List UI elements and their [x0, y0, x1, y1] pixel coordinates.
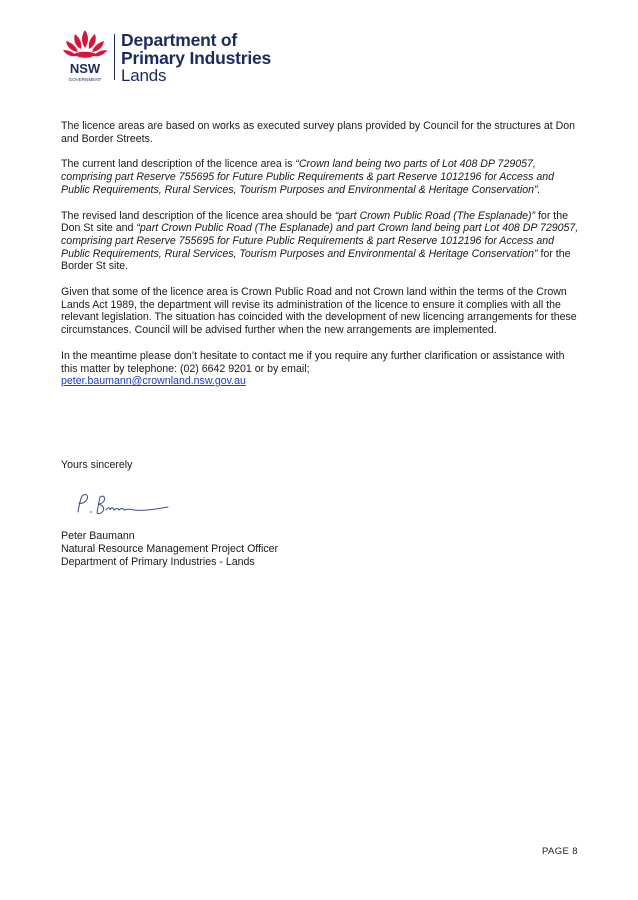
letter-body — [61, 120, 581, 401]
department-line-3: Lands — [121, 66, 167, 85]
waratah-flower-icon — [63, 30, 107, 58]
email-link[interactable]: peter.baumann@crownland.nsw.gov.au — [61, 375, 246, 388]
department-line-2: Primary Industries — [121, 48, 272, 68]
p5-text: In the meantime please don’t hesitate to contact me if you require any further clarification or assistance with this matter by telephone: (02) 6642 9201 or by email; — [61, 349, 565, 375]
logo-divider — [114, 34, 115, 80]
paragraph-licence-areas: The licence areas are based on works as executed survey plans provided by Council for the structures at Don and Border Streets. — [61, 120, 576, 145]
logo-text: NSW — [69, 61, 101, 76]
p3-quote-1: “part Crown Public Road (The Esplanade)” — [334, 209, 536, 222]
department-name — [121, 31, 271, 85]
signature — [72, 488, 182, 522]
paragraph-revised-description — [61, 210, 581, 274]
p3-intro: The revised land description of the licence area should be — [61, 209, 335, 222]
signer-name: Peter Baumann — [61, 530, 135, 542]
p3-quote-2: “part Crown Public Road (The Esplanade) and part Crown land being part Lot 408 DP 729057, comprising part Reserve 755695 for Future Public Requirements & part Reserve 1012196 for Access and Public Requirements, Rural Services, Tourism Purposes and Environmental & Heritage Conservation” — [61, 222, 579, 260]
closing-salutation: Yours sincerely — [61, 459, 133, 471]
department-line-1: Department of — [121, 30, 238, 50]
p2-intro: The current land description of the licence area is — [61, 158, 296, 171]
signer-block — [61, 530, 278, 569]
p3-end: for the Border St site. — [61, 247, 571, 273]
nsw-government-logo — [60, 28, 110, 88]
signer-title: Natural Resource Management Project Officer — [61, 543, 279, 555]
paragraph-current-description — [61, 158, 581, 196]
p2-quote: “Crown land being two parts of Lot 408 DP 729057, comprising part Reserve 755695 for Future Public Requirements & part Reserve 1012196 for Access and Public Requirements, Rural Services, Tourism Purposes and Environmental & Heritage Conservation”. — [61, 158, 555, 196]
paragraph-contact — [61, 350, 581, 388]
logo-subtext: GOVERNMENT — [68, 77, 102, 82]
signer-department: Department of Primary Industries - Lands — [61, 556, 255, 568]
p3-mid: for the Don St site and — [61, 209, 569, 235]
paragraph-crown-public-road: Given that some of the licence area is Crown Public Road and not Crown land within the terms of the Crown Lands Act 1989, the department will revise its administration of the licence to ensure it complies with all the relevant legislation. The situation has coincided with the development of new licencing arrangements for these circumstances. Council will be advised further when the new arrangements are implemented. — [61, 286, 577, 337]
page-number: PAGE 8 — [541, 846, 578, 857]
